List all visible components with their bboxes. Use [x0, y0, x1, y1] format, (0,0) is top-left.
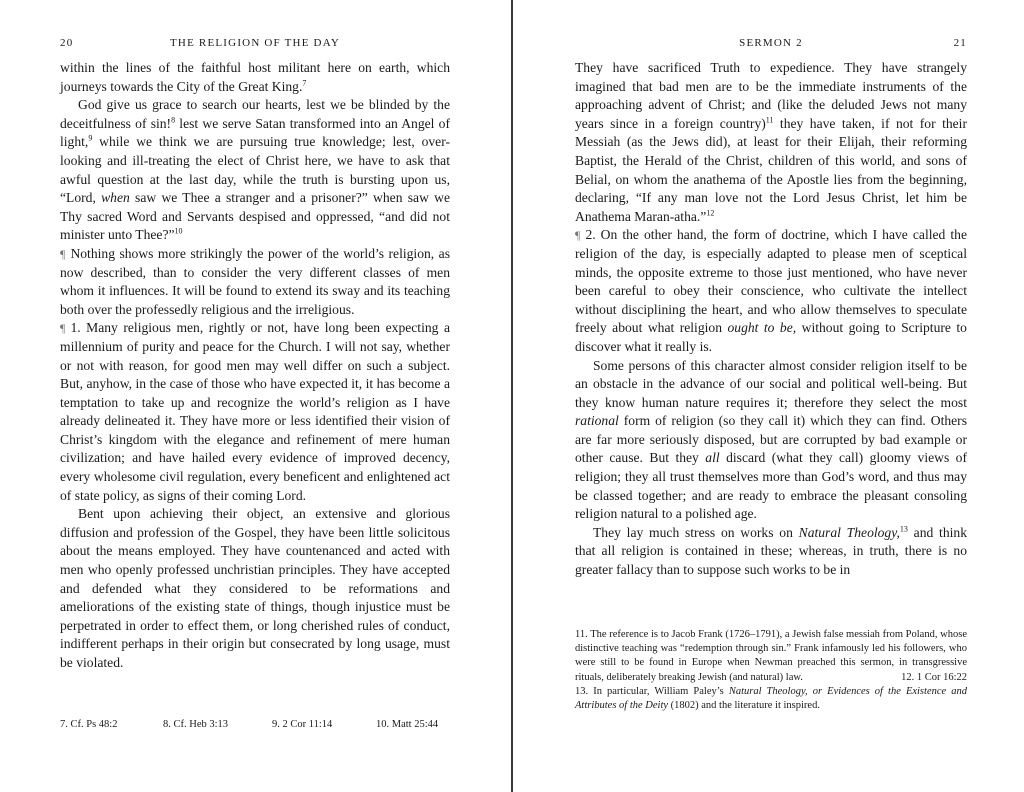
- right-body-text: [575, 59, 967, 580]
- pilcrow-icon: ¶: [60, 246, 66, 261]
- footnote-ref[interactable]: 10: [174, 226, 183, 236]
- left-running-title: THE RELIGION OF THE DAY: [170, 37, 340, 49]
- footnote-ref[interactable]: 13: [899, 524, 908, 534]
- left-paragraph-4: ¶ 1. Many religious men, rightly or not, have long been expecting a millennium of purity and peace for the Church. I will not say, whether or not with reason, for good men may well differ on such a subject. But, anyhow, in the case of those who have expected it, it has become a temptation to take up and recognize the world’s religion as I have already delineated it. They have more or less identified their vision of Christ’s kingdom with the elegance and refinement of mere human civilization; and have hailed every evidence of improved decency, every wholesome civil regulation, every beneficent and enlightened act of state policy, as signs of their coming Lord.: [60, 320, 450, 503]
- left-page: [60, 0, 450, 792]
- right-paragraph-3: Some persons of this character almost consider religion itself to be an obstacle in the advance of our social and political well-being. But they know human nature requires it; therefore they select the most rational form of religion (so they call it) which they can find. Others are far more seriously disposed, but are corrupted by bad example or other cause. But they all discard (what they call) gloomy views of religion; they all trust themselves more than God’s word, and thus may be classed together; and are ready to embrace the pleasant consoling religion natural to a polished age.: [575, 357, 968, 522]
- right-page: [575, 0, 967, 792]
- left-body-text: [60, 59, 450, 673]
- right-footnotes: [575, 628, 967, 713]
- left-paragraph-1: within the lines of the faithful host militant here on earth, which journeys towards the City of the Great King.$^7$: [60, 60, 450, 94]
- gutter-divider: [511, 0, 513, 792]
- right-running-title: SERMON 2: [739, 37, 803, 49]
- right-paragraph-1: They have sacrificed Truth to expedience. They have strangely imagined that bad men are to be the immediate instruments of the approaching advent of Christ; and (like the deluded Jews not many years since in a foreign country)$^{11}$ they have taken, if not for their Messiah (as the Jews did), at least for their Elijah, their reforming Baptist, the Herald of the Christ, children of this world, and sons of Belial, on whom the anathema of the Apostle lies from the beginning, declaring, “If any man love not the Lord Jesus Christ, let him be Anathema Maran-atha.”$^{12}$: [575, 60, 967, 224]
- footnote-ref[interactable]: 7: [302, 78, 307, 88]
- footnote-ref[interactable]: 12: [706, 208, 715, 218]
- footnote-ref[interactable]: 11: [765, 115, 774, 125]
- footnote-12: 12. 1 Cor 16:22: [901, 671, 967, 683]
- left-paragraph-5: Bent upon achieving their object, an extensive and glorious diffusion and profession of the Gospel, they have been little solicitous about the means employed. They have countenanced and acted with men who openly professed unchristian principles. They have accepted and defended what they considered to be reformations and ameliorations of the existing state of things, though injustice must be perpetrated in order to effect them, or long cherished rules of conduct, indifferent perhaps in their origin but consecrated by long usage, must be violated.: [60, 506, 450, 670]
- footnote-9: 9. 2 Cor 11:14: [272, 719, 333, 730]
- pilcrow-icon: ¶: [575, 228, 581, 243]
- footnote-8: 8. Cf. Heb 3:13: [163, 719, 229, 730]
- right-running-head: [575, 37, 967, 51]
- pilcrow-icon: ¶: [60, 321, 66, 336]
- footnote-11: 11. The reference is to Jacob Frank (1726–1791), a Jewish false messiah from Poland, whose distinctive teaching was “redemption through sin.” Frank infamously led his followers, who were still to be found in Europe when Newman preached this sermon, in transgressive rituals, deliberately breaking Jewish (and natural) law.: [575, 629, 967, 683]
- right-page-number: 21: [953, 37, 967, 49]
- right-paragraph-4: They lay much stress on works on Natural Theology,$^{13}$ and think that all religion is contained in these; whereas, in truth, there is no greater fallacy than to suppose such works to be in: [575, 524, 967, 578]
- footnote-7: 7. Cf. Ps 48:2: [60, 719, 118, 730]
- footnote-ref[interactable]: 9: [88, 133, 93, 143]
- left-paragraph-3: ¶ Nothing shows more strikingly the power of the world’s religion, as now described, than to consider the very different classes of men whom it influences. It will be found to extend its sway and its teaching both over the professedly religious and the irreligious.: [60, 245, 450, 317]
- footnote-13: 13. In particular, William Paley’s Natural Theology, or Evidences of the Existence and Attributes of the Deity (1802) and the literature it inspired.: [575, 685, 967, 712]
- footnote-10: 10. Matt 25:44: [376, 719, 439, 730]
- footnote-ref[interactable]: 8: [171, 115, 176, 125]
- left-paragraph-2: God give us grace to search our hearts, lest we be blinded by the deceitfulness of sin!$^8$ lest we serve Satan transformed into an Angel of light,$^9$ while we think we are pursuing true knowledge; lest, over-looking and ill-treating the elect of Christ here, we have to ask that awful question at the last day, while the truth is bursting upon us, “Lord, when saw we Thee a stranger and a prisoner?” when saw we Thy sacred Word and Servants despised and oppressed, “and did not minister unto Thee?”$^{10}$: [60, 97, 450, 243]
- left-page-number: 20: [60, 37, 74, 49]
- right-paragraph-2: ¶ 2. On the other hand, the form of doctrine, which I have called the religion of the day, is especially adapted to please men of sceptical minds, the opposite extreme to those just mentioned, who have never been careful to obey their conscience, who cultivate the intellect without disciplining the heart, and who allow themselves to speculate freely about what religion ought to be, without going to Scripture to discover what it really is.: [575, 227, 967, 354]
- left-footnotes: [60, 719, 450, 733]
- left-running-head: [60, 37, 450, 51]
